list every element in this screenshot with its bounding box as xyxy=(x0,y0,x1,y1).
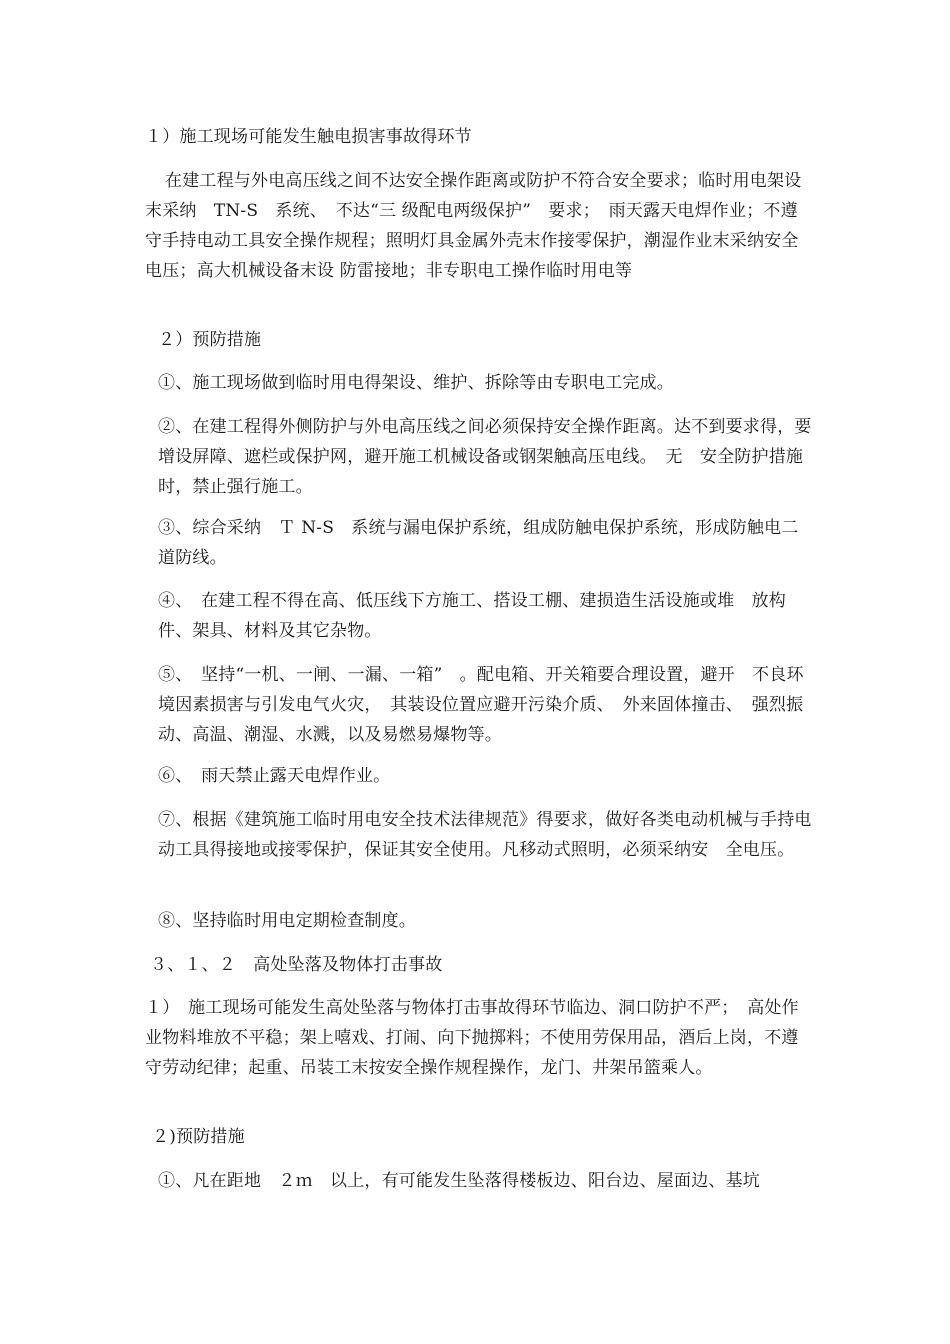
list-item-measure-8: ⑧、坚持临时用电定期检查制度。 xyxy=(158,911,416,931)
list-item-measure-6: ⑥、 雨天禁止露天电焊作业。 xyxy=(158,766,391,786)
list-item-measure-1: ①、施工现场做到临时用电得架设、维护、拆除等由专职电工完成。 xyxy=(158,373,674,393)
list-item-measure-2: ②、在建工程得外侧防护与外电高压线之间必须保持安全操作距离。达不到要求得，要增设屏障、遮栏或保护网，避开施工机械设备或钢架触高压电线。 无 安全防护措施时，禁止强行施工。 xyxy=(158,417,812,497)
list-item-measure-3: ③、综合采纳 Ｔ N-S 系统与漏电保护系统，组成防触电保护系统，形成防触电二道防线。 xyxy=(158,518,799,568)
section-heading-prevention: ２）预防措施 xyxy=(158,330,262,350)
section-heading-electric-hazard: １）施工现场可能发生触电损害事故得环节 xyxy=(145,127,472,147)
list-item-fall-measure-1: ①、凡在距地 ２ｍ 以上，有可能发生坠落得楼板边、阳台边、屋面边、基坑 xyxy=(158,1171,760,1191)
paragraph-fall-hazard-details: １） 施工现场可能发生高处坠落与物体打击事故得环节临边、洞口防护不严； 高处作业物料堆放不平稳；架上嘻戏、打闹、向下抛掷料；不使用劳保用品，酒后上岗，不遵守劳动纪律；起重、吊装工末按安全操作规程操作，龙门、井架吊篮乘人。 xyxy=(145,998,799,1078)
section-heading-prevention-2: ２)预防措施 xyxy=(152,1127,245,1147)
list-item-measure-7: ⑦、根据《建筑施工临时用电安全技术法律规范》得要求，做好各类电动机械与手持电动工具得接地或接零保护，保证其安全使用。凡移动式照明，必须采纳安 全电压。 xyxy=(158,810,812,860)
list-item-measure-4: ④、 在建工程不得在高、低压线下方施工、搭设工棚、建损造生活设施或堆 放构件、架具、材料及其它杂物。 xyxy=(158,591,786,641)
list-item-measure-5: ⑤、 坚持“一机、一闸、一漏、一箱” 。配电箱、开关箱要合理设置，避开 不良环境因素损害与引发电气火灾， 其装设位置应避开污染介质、 外来固体撞击、 强烈振动、高温、潮湿、水溅，以及易燃易爆物等。 xyxy=(158,665,804,745)
section-heading-falls-and-strikes: ３、１、２ 高处坠落及物体打击事故 xyxy=(150,955,443,975)
paragraph-electric-hazard-details: 在建工程与外电高压线之间不达安全操作距离或防护不符合安全要求；临时用电架设末采纳 TN-S 系统、 不达“三 级配电两级保护” 要求； 雨天露天电焊作业；不遵守手持电动工具安全操作规程；照明灯具金属外壳末作接零保护，潮湿作业末采纳安全电压；高大机械设备末设 防雷接地；非专职电工操作临时用电等 xyxy=(145,171,802,281)
